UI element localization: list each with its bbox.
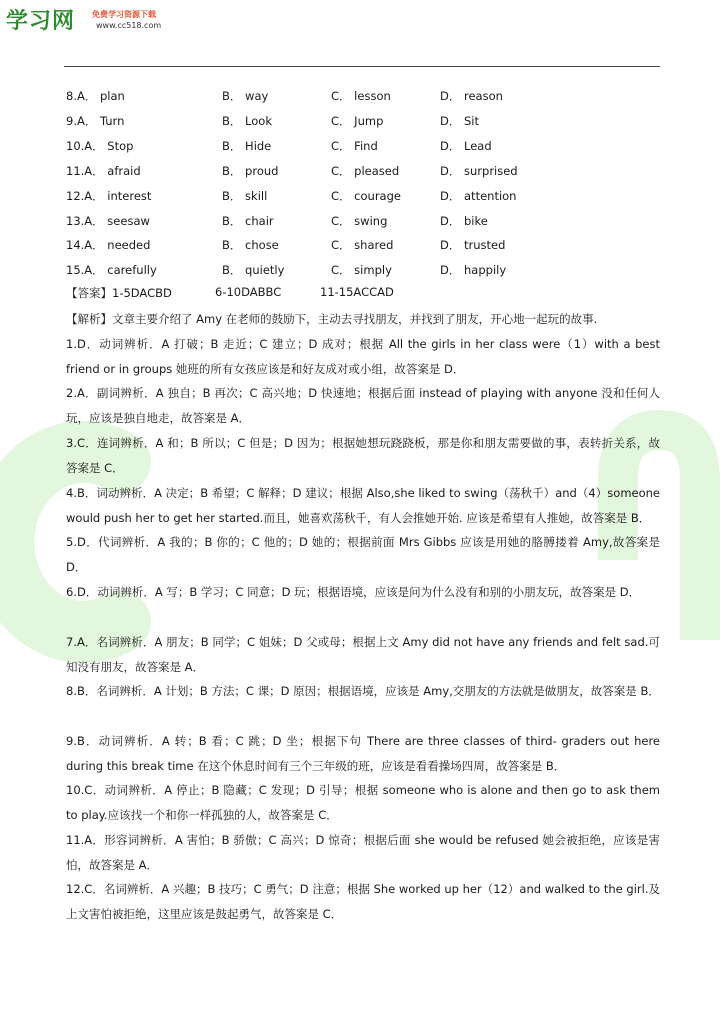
explanation-2: 2.A．副词辨析．A 独自；B 再次；C 高兴地；D 快速地；根据后面 instead of playing with anyone 没和任何人玩，应该是独自地走，故答案是 A． [66, 386, 660, 425]
option-c: C． Jump [331, 114, 384, 128]
option-b: B． Look [222, 114, 272, 128]
explanation-11: 11.A．形容词辨析．A 害怕；B 骄傲；C 高兴；D 惊奇；根据后面 she would be refused 她会被拒绝，应该是害怕，故答案是 A． [66, 833, 660, 872]
explanation-9: 9.B．动词辨析．A 转；B 看；C 跳；D 坐；根据下句 There are three classes of third- graders out here during this break time 在这个休息时间有三个三年级的班，应该是看看操场四周，故答案是 B． [66, 734, 660, 773]
option-a: 13.A． seesaw [66, 214, 150, 228]
option-d: D． surprised [440, 164, 518, 178]
option-b: B． chose [222, 238, 279, 252]
option-b: B． skill [222, 189, 268, 203]
option-a: 14.A． needed [66, 238, 151, 252]
option-d: D． Lead [440, 139, 492, 153]
explanation-10: 10.C．动词辨析．A 停止；B 隐藏；C 发现；D 引导；根据 someone who is alone and then go to ask them to play.应该找一个和你一样孤独的人，故答案是 C． [66, 783, 660, 822]
explanation-1: 1.D．动词辨析．A 打破；B 走近；C 建立；D 成对；根据 All the girls in her class were（1）with a best friend or in groups 她班的所有女孩应该是和好友成对或小组，故答案是 D． [66, 337, 660, 376]
option-a: 9.A． Turn [66, 114, 125, 128]
header-divider [64, 66, 660, 67]
option-d: D． happily [440, 263, 507, 277]
option-d: D． Sit [440, 114, 480, 128]
explanation-6: 6.D．动词辨析．A 写；B 学习；C 同意；D 玩；根据语境，应该是问为什么没有和别的小朋友玩，故答案是 D． [66, 585, 641, 599]
explanation-3: 3.C．连词辨析．A 和；B 所以；C 但是；D 因为；根据她想玩跷跷板，那是你和朋友需要做的事，表转折关系，故答案是 C． [66, 436, 660, 475]
explanation-7: 7.A．名词辨析．A 朋友；B 同学；C 姐妹；D 父或母；根据上文 Amy did not have any friends and felt sad.可知没有朋友，故答案是 A． [66, 635, 660, 674]
answer-part-1: 【答案】1-5DACBD [66, 286, 172, 300]
option-b: B． chair [222, 214, 274, 228]
option-d: D． trusted [440, 238, 506, 252]
option-c: C． swing [331, 214, 388, 228]
explanation-12: 12.C．名词辨析．A 兴趣；B 技巧；C 勇气；D 注意；根据 She worked up her（12）and walked to the girl.及上文害怕被拒绝，这里应该是鼓起勇气，故答案是 C． [66, 882, 660, 921]
option-c: C． simply [331, 263, 392, 277]
option-a: 8.A． plan [66, 89, 125, 103]
option-a: 11.A． afraid [66, 164, 141, 178]
answer-part-3: 11-15ACCAD [320, 285, 394, 299]
site-logo[interactable]: 学习网 [6, 9, 76, 34]
option-c: C． pleased [331, 164, 400, 178]
option-b: B． way [222, 89, 269, 103]
option-c: C． shared [331, 238, 394, 252]
explanation-5: 5.D．代词辨析．A 我的；B 你的；C 他的；D 她的；根据前面 Mrs Gibbs 应该是用她的胳膊搂着 Amy,故答案是 D． [66, 535, 660, 574]
option-b: B． Hide [222, 139, 272, 153]
answer-part-2: 6-10DABBC [215, 285, 282, 299]
option-c: C． lesson [331, 89, 391, 103]
explanation-4: 4.B．词动辨析．A 决定；B 希望；C 解释；D 建议；根据 Also,she liked to swing（荡秋千）and（4）someone would push her to get her started.而且，她喜欢荡秋千，有人会推她开始. 应该是希望有人推她，故答案是 B． [66, 486, 660, 525]
site-slogan: 免费学习资源下载 [92, 10, 156, 19]
option-b: B． proud [222, 164, 279, 178]
option-c: C． Find [331, 139, 378, 153]
analysis-summary: 【解析】文章主要介绍了 Amy 在老师的鼓励下，主动去寻找朋友，并找到了朋友，开心地一起玩的故事. [66, 312, 598, 326]
option-d: D． attention [440, 189, 517, 203]
option-a: 10.A． Stop [66, 139, 134, 153]
option-d: D． reason [440, 89, 503, 103]
explanation-8: 8.B．名词辨析．A 计划；B 方法；C 课；D 原因；根据语境，应该是 Amy,交朋友的方法就是做朋友，故答案是 B． [66, 684, 660, 698]
option-b: B． quietly [222, 263, 285, 277]
option-c: C． courage [331, 189, 401, 203]
option-a: 15.A． carefully [66, 263, 157, 277]
option-a: 12.A． interest [66, 189, 152, 203]
site-url[interactable]: www.cc518.com [96, 21, 162, 30]
option-d: D． bike [440, 214, 488, 228]
